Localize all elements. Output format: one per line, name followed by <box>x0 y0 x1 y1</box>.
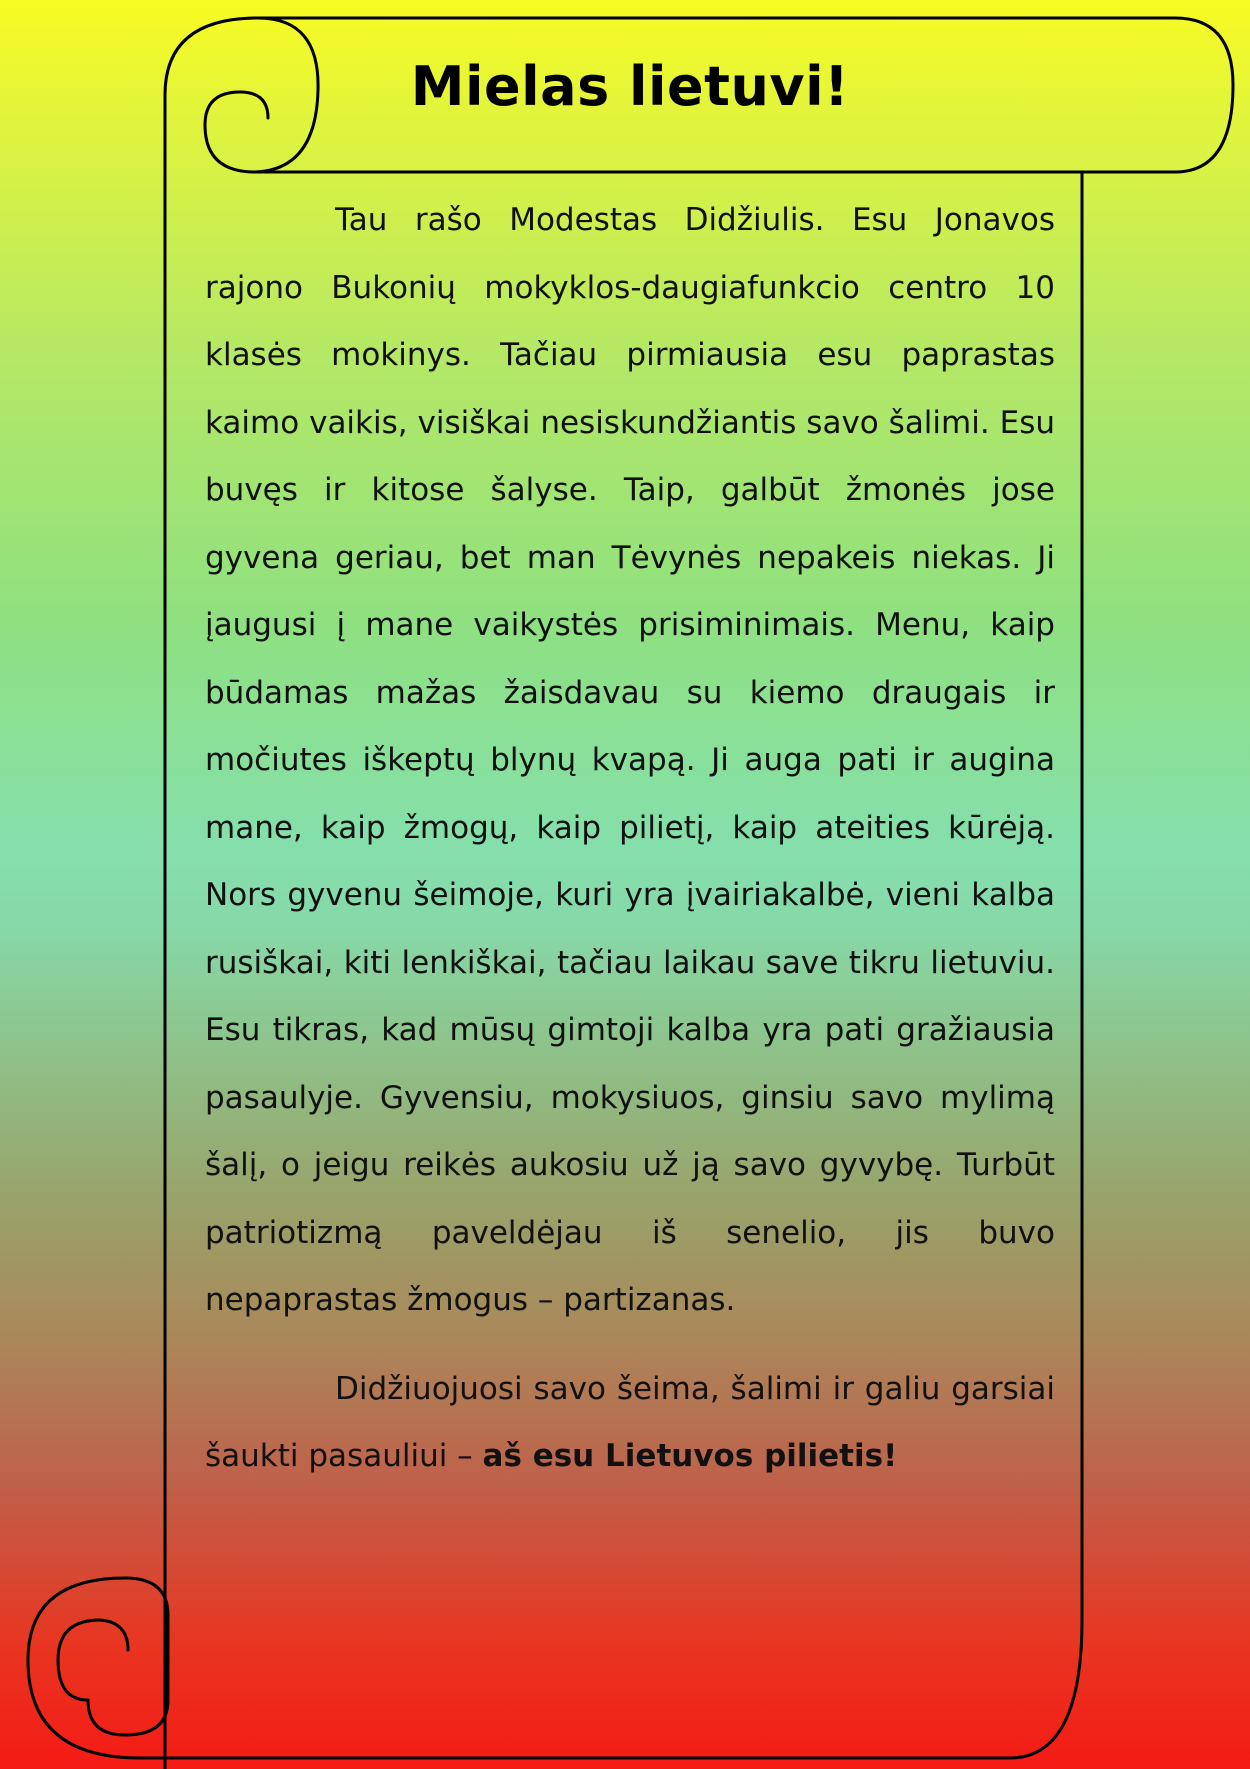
letter-closing-paragraph <box>205 1356 1055 1491</box>
letter-title: Mielas lietuvi! <box>410 55 850 118</box>
letter-body <box>205 187 1055 1491</box>
bottom-curl-spiral <box>58 1620 128 1700</box>
closing-emphasis: aš esu Lietuvos pilietis! <box>482 1438 898 1474</box>
bottom-curl-link <box>88 1615 168 1735</box>
letter-paragraph: Tau rašo Modestas Didžiulis. Esu Jonavos rajono Bukonių mokyklos-daugiafunkcio centro 10 klasės mokinys. Tačiau pirmiausia esu paprastas kaimo vaikis, visiškai nesiskundžiantis savo šalimi. Esu buvęs ir kitose šalyse. Taip, galbūt žmonės jose gyvena geriau, bet man Tėvynės nepakeis niekas. Ji įaugusi į mane vaikystės prisiminimais. Menu, kaip būdamas mažas žaisdavau su kiemo draugais ir močiutes iškeptų blynų kvapą. Ji auga pati ir augina mane, kaip žmogų, kaip pilietį, kaip ateities kūrėją. Nors gyvenu šeimoje, kuri yra įvairiakalbė, vieni kalba rusiškai, kiti lenkiškai, tačiau laikau save tikru lietuviu. Esu tikras, kad mūsų gimtoji kalba yra pati gražiausia pasaulyje. Gyvensiu, mokysiuos, ginsiu savo mylimą šalį, o jeigu reikės aukosiu už ją savo gyvybę. Turbūt patriotizmą paveldėjau iš senelio, jis buvo nepaprastas žmogus – partizanas. <box>205 202 1055 1318</box>
top-curl-spiral <box>205 18 318 172</box>
closing-text: Didžiuojuosi savo šeima, šalimi ir galiu garsiai šaukti pasauliui – <box>205 1370 1055 1474</box>
bottom-scroll-roll <box>28 1578 1082 1758</box>
